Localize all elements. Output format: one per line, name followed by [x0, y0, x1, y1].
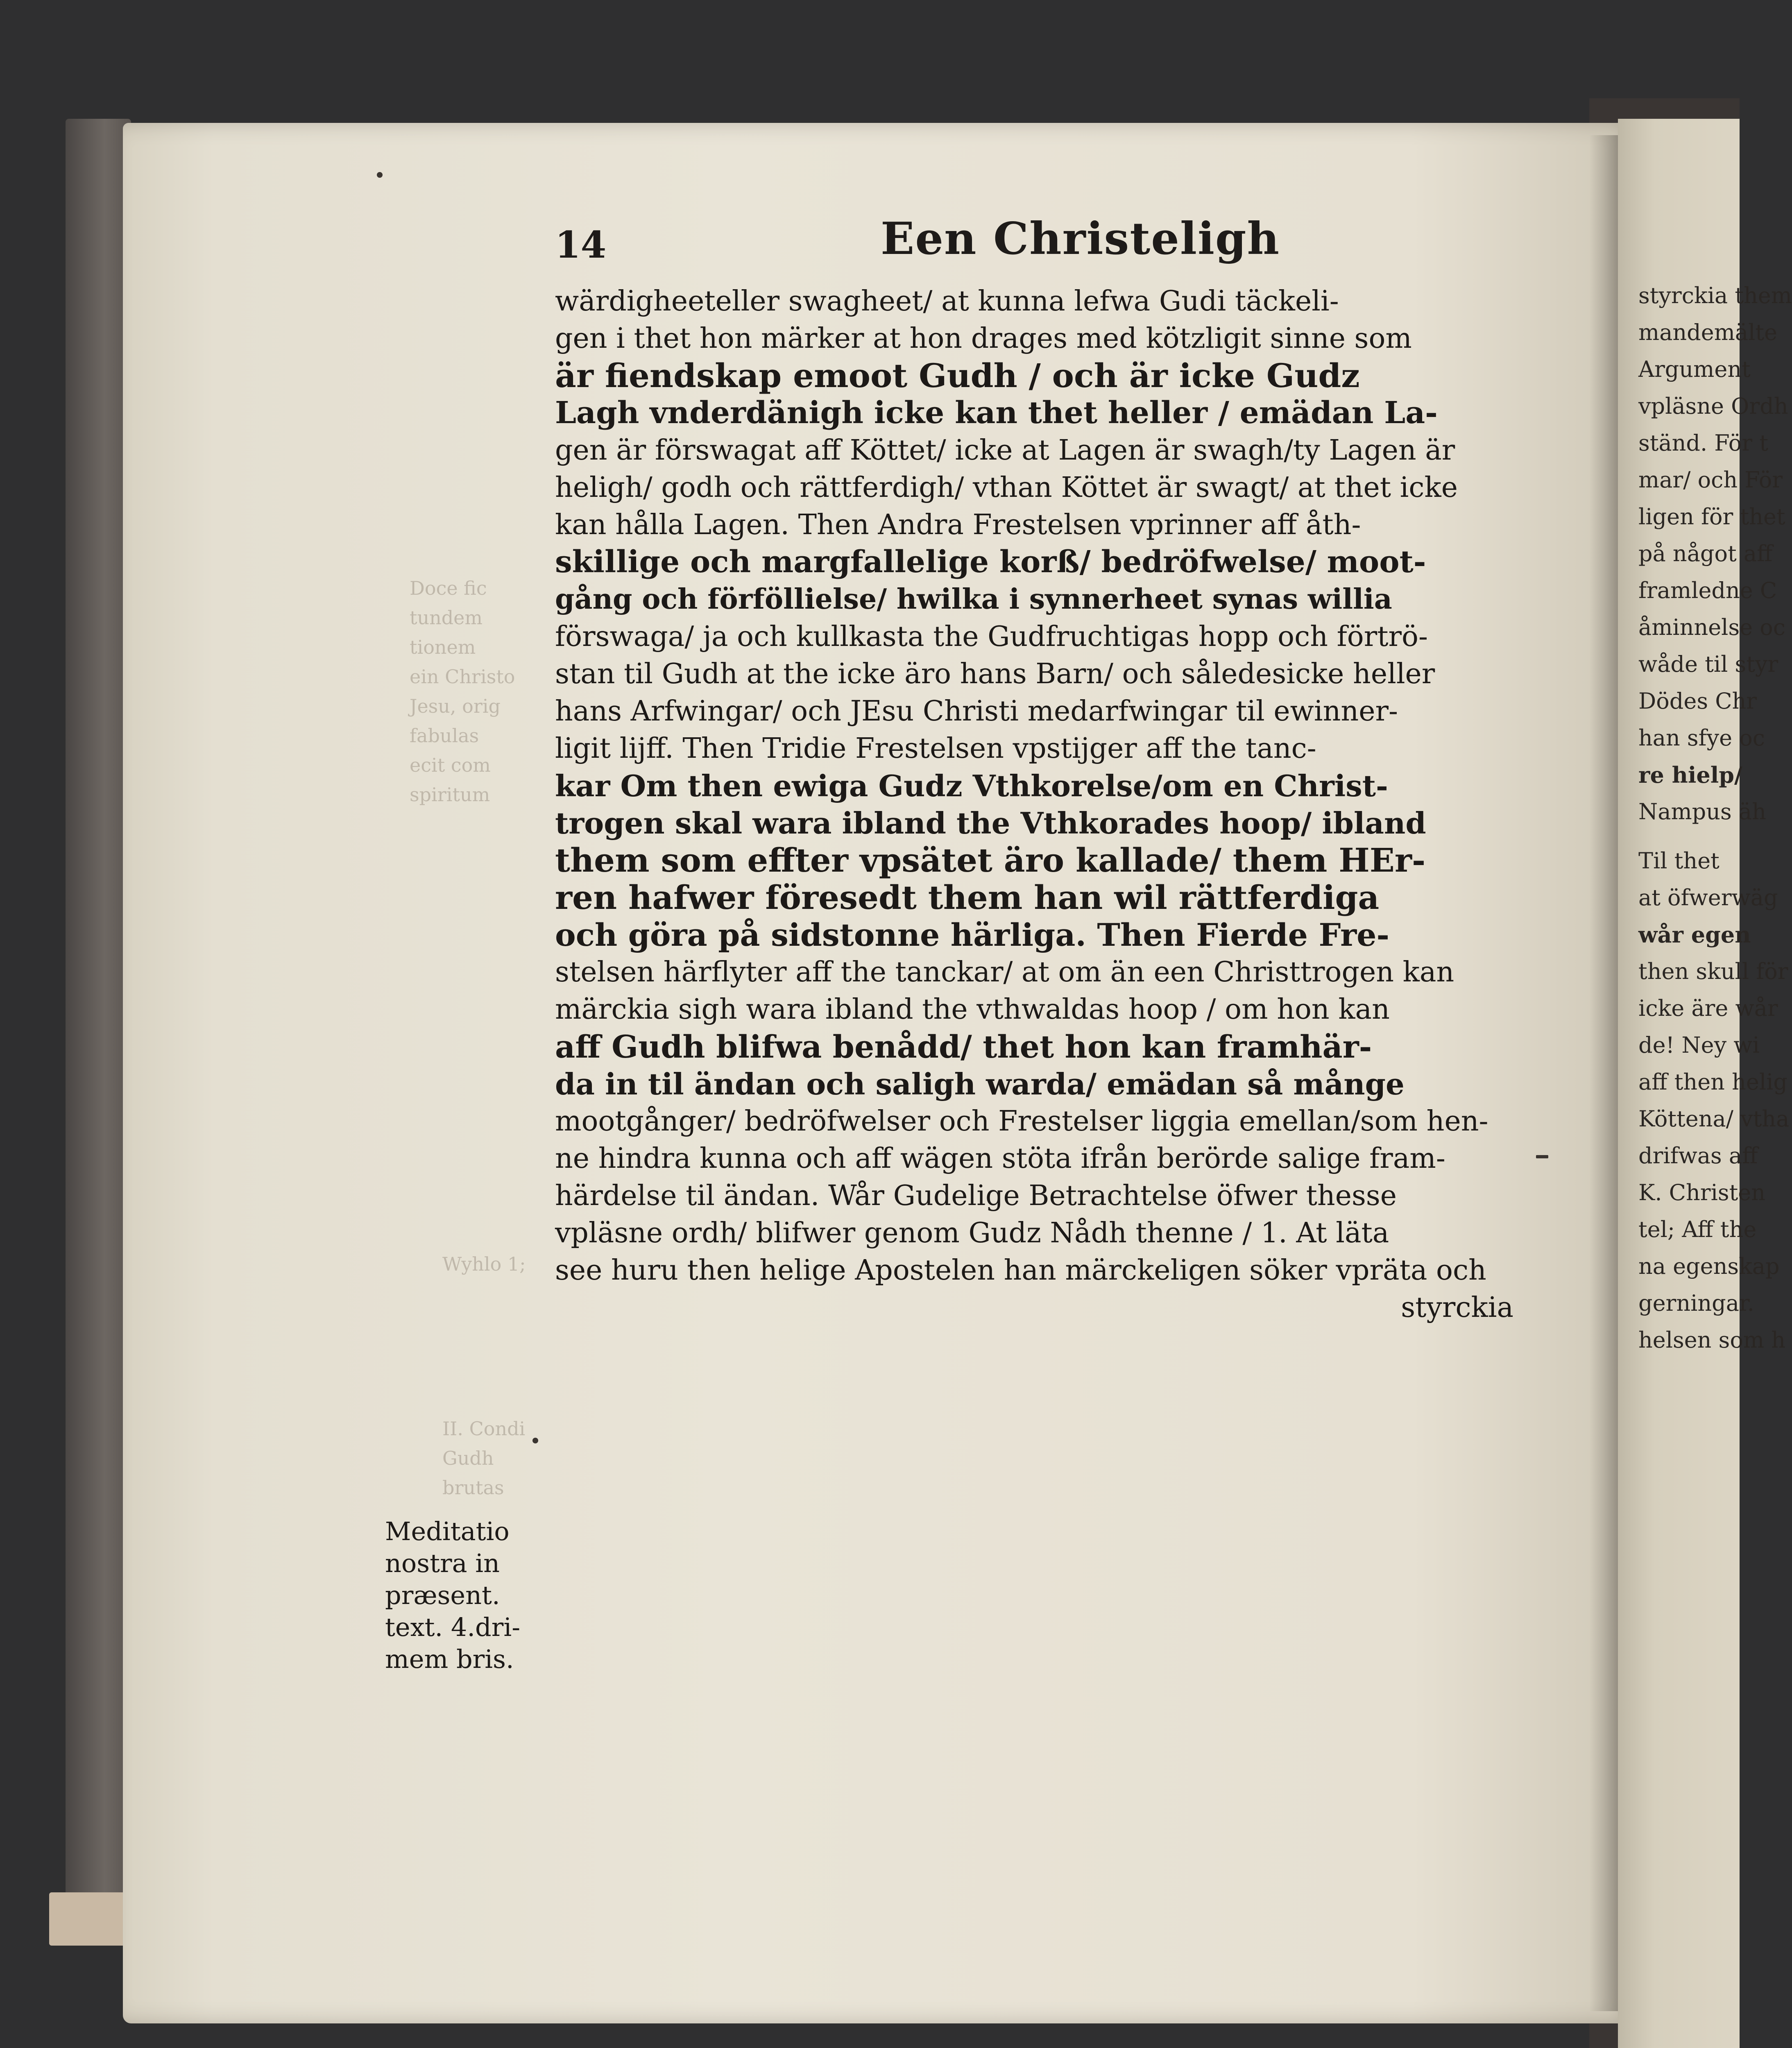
facing-text-line: Til thet: [1638, 848, 1720, 874]
text-line: ren hafwer föresedt them han wil rättferdiga: [555, 878, 1380, 917]
running-title: Een Christeligh: [881, 213, 1280, 265]
catchword: styrckia: [1401, 1291, 1513, 1324]
margin-note-line: nostra in: [385, 1548, 500, 1578]
paper-speck: [532, 1438, 538, 1443]
facing-text-line: på något aff: [1638, 541, 1773, 566]
facing-text-line: Argument: [1638, 356, 1751, 382]
margin-note-line: text. 4.dri-: [385, 1612, 521, 1642]
facing-text-line: na egenskap: [1638, 1253, 1780, 1279]
text-line: skillige och margfallelige korß/ bedröfwelse/ moot-: [555, 544, 1426, 580]
text-line: märckia sigh wara ibland the vthwaldas hoop / om hon kan: [555, 993, 1390, 1026]
text-line: gen i thet hon märker at hon drages med kötzligit sinne som: [555, 322, 1412, 355]
text-line: see huru then helige Apostelen han märckeligen söker vpräta och: [555, 1254, 1486, 1287]
text-line: och göra på sidstonne härliga. Then Fierde Fre-: [555, 917, 1390, 953]
text-line: stelsen härflyter aff the tanckar/ at om än een Christtrogen kan: [555, 956, 1454, 988]
facing-text-line: then skull för: [1638, 958, 1788, 984]
bleed-through-text: Doce fic tundem tionem ein Christo Jesu, orig fabulas ecit com spiritum: [410, 577, 515, 806]
text-line: ne hindra kunna och aff wägen stöta ifrån berörde salige fram-: [555, 1142, 1445, 1175]
text-line: ligit lijff. Then Tridie Frestelsen vpstijger aff the tanc-: [555, 732, 1316, 765]
text-line: vpläsne ordh/ blifwer genom Gudz Nådh thenne / 1. At läta: [555, 1217, 1389, 1249]
facing-text-line: re hielp/: [1638, 762, 1742, 788]
text-line: trogen skal wara ibland the Vthkorades hoop/ ibland: [555, 806, 1426, 840]
facing-text-line: mar/ och För: [1638, 467, 1783, 493]
text-line: heligh/ godh och rättferdigh/ vthan Köttet är swagt/ at thet icke: [555, 471, 1458, 504]
facing-text-line: mandemälte: [1638, 319, 1778, 345]
facing-text-line: icke äre wår: [1638, 995, 1778, 1021]
facing-text-line: tel; Aff the: [1638, 1217, 1757, 1242]
text-line: wärdigheeteller swagheet/ at kunna lefwa Gudi täckeli-: [555, 285, 1339, 317]
marginal-note: [385, 1516, 553, 1675]
facing-text-line: at öfwerwäg: [1638, 885, 1778, 911]
body-text: [555, 283, 1513, 1326]
facing-text-line: de! Ney wi: [1638, 1032, 1760, 1058]
facing-text-line: gerningar.: [1638, 1290, 1754, 1316]
text-line: them som effter vpsätet äro kallade/ them HEr-: [555, 841, 1426, 879]
facing-text-line: Dödes Chr: [1638, 688, 1757, 714]
text-line: kan hålla Lagen. Then Andra Frestelsen vprinner aff åth-: [555, 509, 1361, 541]
facing-text-line: vpläsne Ordh: [1638, 393, 1788, 419]
facing-text-line: drifwas aff: [1638, 1143, 1758, 1169]
facing-text-line: helsen som h: [1638, 1327, 1785, 1353]
facing-text-line: åminnelse oc: [1638, 614, 1786, 640]
margin-note-line: mem bris.: [385, 1644, 514, 1674]
facing-text-line: Köttena/ vtha: [1638, 1106, 1790, 1132]
facing-text-line: ständ. För t: [1638, 430, 1768, 456]
facing-text-line: ligen för thet: [1638, 504, 1785, 530]
book-cover-edge: [66, 119, 131, 1942]
facing-page: [1618, 119, 1792, 2048]
text-line: aff Gudh blifwa benådd/ thet hon kan framhär-: [555, 1029, 1372, 1065]
text-line: förswaga/ ja och kullkasta the Gudfruchtigas hopp och förtrö-: [555, 621, 1428, 653]
text-line: mootgånger/ bedröfwelser och Frestelser liggia emellan/som hen-: [555, 1105, 1488, 1137]
text-line: kar Om then ewiga Gudz Vthkorelse/om en Christ-: [555, 768, 1388, 803]
facing-text-line: styrckia them: [1638, 283, 1792, 308]
facing-text-line: K. Christen: [1638, 1180, 1765, 1205]
facing-text-line: framledne C: [1638, 578, 1777, 603]
page-number: 14: [555, 223, 607, 267]
text-line: gen är förswagat aff Köttet/ icke at Lagen är swagh/ty Lagen är: [555, 434, 1455, 467]
facing-text-line: wår egen: [1638, 922, 1751, 948]
text-line: Lagh vnderdänigh icke kan thet heller / emädan La-: [555, 395, 1438, 430]
text-line: hans Arfwingar/ och JEsu Christi medarfwingar til ewinner-: [555, 695, 1398, 727]
page-corner-edge: [49, 1892, 131, 1946]
margin-note-line: Meditatio: [385, 1516, 510, 1546]
text-line: gång och förföllielse/ hwilka i synnerheet synas willia: [555, 583, 1392, 616]
margin-note-line: præsent.: [385, 1580, 500, 1610]
text-line: da in til ändan och saligh warda/ emädan så månge: [555, 1067, 1405, 1101]
facing-text-line: han sfye oc: [1638, 725, 1765, 751]
facing-text-line: aff then helig: [1638, 1069, 1787, 1095]
paper-speck: [1536, 1155, 1548, 1158]
facing-text-line: wåde til styr: [1638, 651, 1778, 677]
facing-text-line: Nampus äh: [1638, 799, 1766, 825]
text-line: är fiendskap emoot Gudh / och är icke Gudz: [555, 356, 1360, 395]
paper-speck: [377, 172, 383, 178]
text-line: härdelse til ändan. Wår Gudelige Betrachtelse öfwer thesse: [555, 1180, 1397, 1212]
bleed-through-text-lower: Wyhlo 1; II. Condi Gudh brutas: [442, 1253, 526, 1499]
text-line: stan til Gudh at the icke äro hans Barn/ och såledesicke heller: [555, 658, 1435, 690]
